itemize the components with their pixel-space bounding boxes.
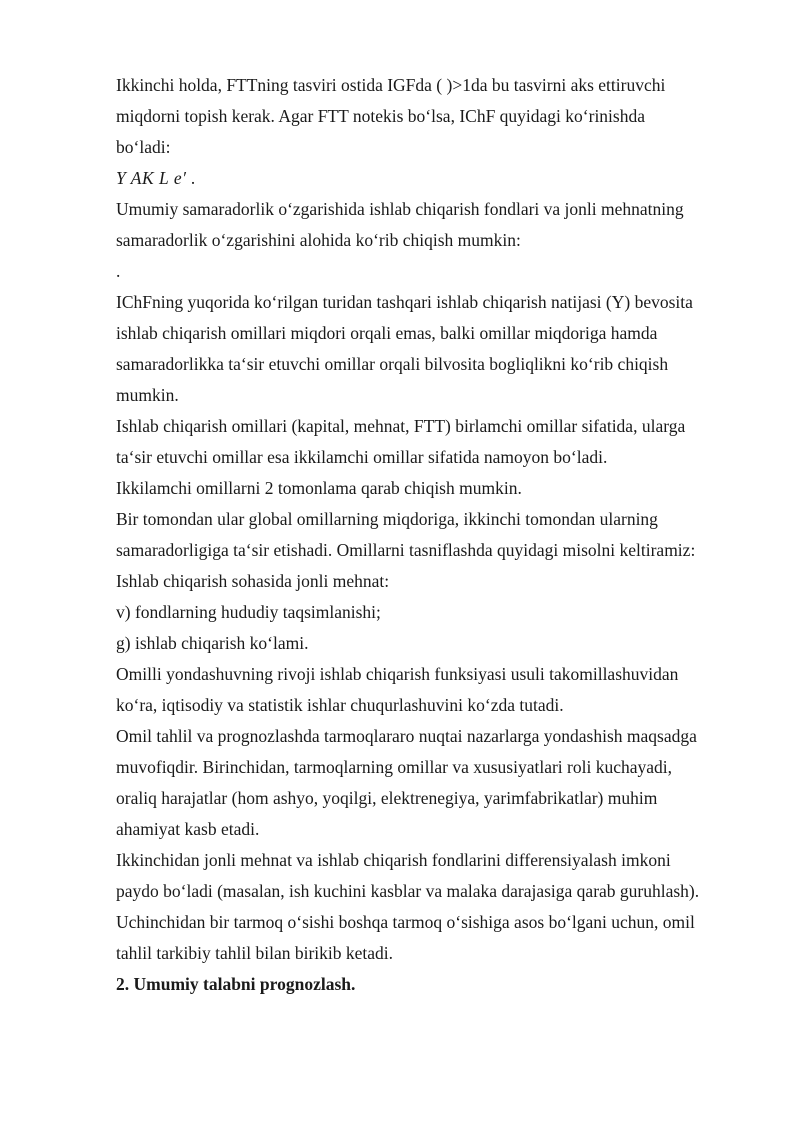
paragraph-line: Omilli yondashuvning rivoji ishlab chiqarish funksiyasi usuli takomillashuvidan: [116, 664, 679, 684]
paragraph-line: ahamiyat kasb etadi.: [116, 819, 260, 839]
paragraph-line: samaradorlikka ta‘sir etuvchi omillar orqali bilvosita bogliqlikni ko‘rib chiqish: [116, 354, 669, 374]
list-item: g) ishlab chiqarish ko‘lami.: [116, 633, 309, 653]
paragraph-line: IChFning yuqorida ko‘rilgan turidan tashqari ishlab chiqarish natijasi (Y) bevosita: [116, 292, 693, 312]
paragraph-line: samaradorlik o‘zgarishini alohida ko‘rib chiqish mumkin:: [116, 230, 521, 250]
formula-line: Y AK L e′ .: [116, 168, 197, 188]
paragraph-line: muvofiqdir. Birinchidan, tarmoqlarning omillar va xususiyatlari roli kuchayadi,: [116, 757, 672, 777]
paragraph-line: Bir tomondan ular global omillarning miqdoriga, ikkinchi tomondan ularning: [116, 509, 658, 529]
paragraph-line: ta‘sir etuvchi omillar esa ikkilamchi omillar sifatida namoyon bo‘ladi.: [116, 447, 608, 467]
paragraph-line: oraliq harajatlar (hom ashyo, yoqilgi, elektrenegiya, yarimfabrikatlar) muhim: [116, 788, 658, 808]
list-item: v) fondlarning hududiy taqsimlanishi;: [116, 602, 381, 622]
paragraph-line: samaradorligiga ta‘sir etishadi. Omillarni tasniflashda quyidagi misolni keltiramiz:: [116, 540, 696, 560]
paragraph-line: Omil tahlil va prognozlashda tarmoqlararo nuqtai nazarlarga yondashish maqsadga: [116, 726, 697, 746]
paragraph-line: bo‘ladi:: [116, 137, 171, 157]
paragraph-line: miqdorni topish kerak. Agar FTT notekis bo‘lsa, IChF quyidagi ko‘rinishda: [116, 106, 645, 126]
paragraph-line: ko‘ra, iqtisodiy va statistik ishlar chuqurlashuvini ko‘zda tutadi.: [116, 695, 564, 715]
paragraph-line: Ishlab chiqarish omillari (kapital, mehnat, FTT) birlamchi omillar sifatida, ularga: [116, 416, 686, 436]
paragraph-line: tahlil tarkibiy tahlil bilan birikib ketadi.: [116, 943, 394, 963]
paragraph-line: Ishlab chiqarish sohasida jonli mehnat:: [116, 571, 390, 591]
section-heading: 2. Umumiy talabni prognozlash.: [116, 974, 356, 994]
paragraph-line: mumkin.: [116, 385, 179, 405]
paragraph-line: Uchinchidan bir tarmoq o‘sishi boshqa tarmoq o‘sishiga asos bo‘lgani uchun, omil: [116, 912, 695, 932]
document-page: [116, 70, 756, 1000]
paragraph-line: paydo bo‘ladi (masalan, ish kuchini kasblar va malaka darajasiga qarab guruhlash).: [116, 881, 700, 901]
paragraph-line: ishlab chiqarish omillari miqdori orqali emas, balki omillar miqdoriga hamda: [116, 323, 658, 343]
formula-placeholder-line: .: [116, 261, 121, 281]
paragraph-line: Ikkinchi holda, FTTning tasviri ostida IGFda ( )>1da bu tasvirni aks ettiruvchi: [116, 75, 666, 95]
paragraph-line: Ikkilamchi omillarni 2 tomonlama qarab chiqish mumkin.: [116, 478, 522, 498]
paragraph-line: Umumiy samaradorlik o‘zgarishida ishlab chiqarish fondlari va jonli mehnatning: [116, 199, 684, 219]
paragraph-line: Ikkinchidan jonli mehnat va ishlab chiqarish fondlarini differensiyalash imkoni: [116, 850, 671, 870]
